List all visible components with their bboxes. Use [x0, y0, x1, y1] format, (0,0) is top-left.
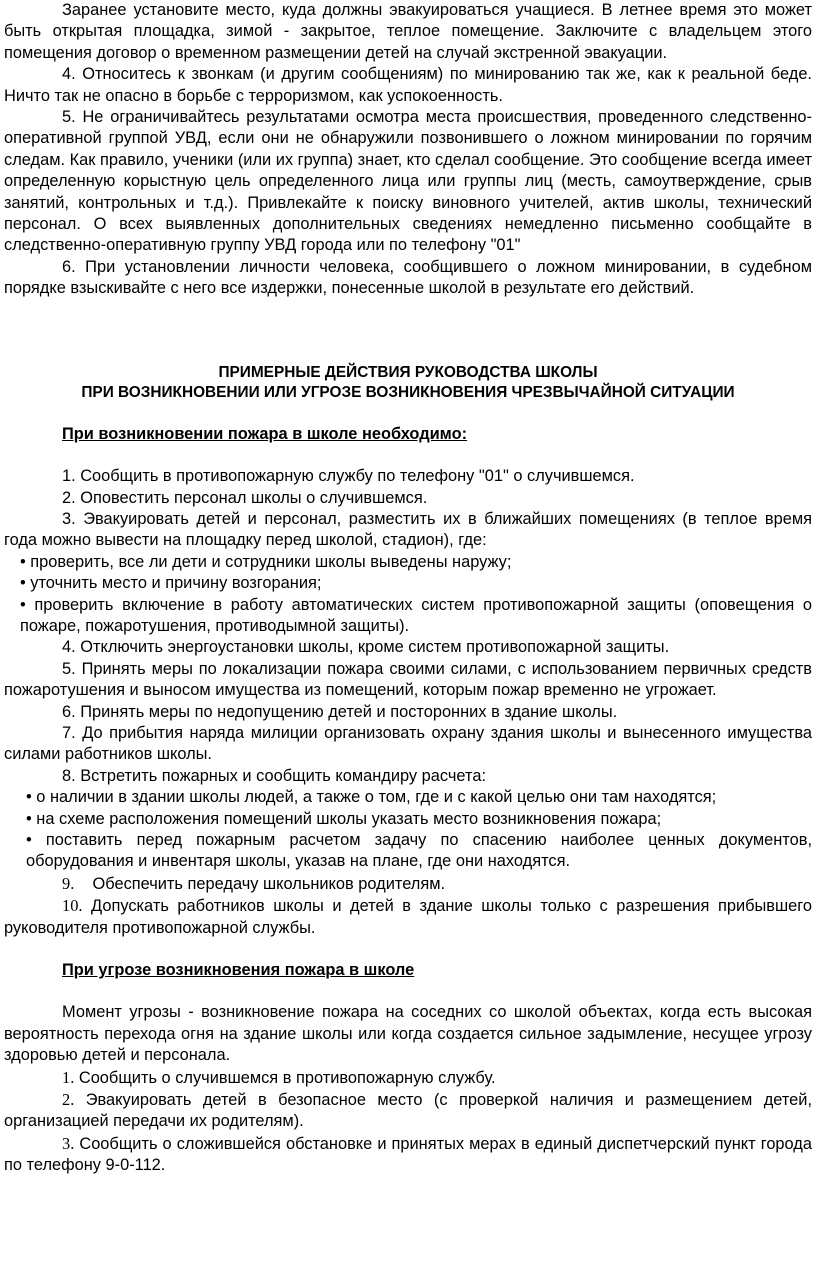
- paragraph-item-4: 4. Относитесь к звонкам (и другим сообщениям) по минированию так же, как к реальной беде. Ничто так не опасно в борьбе с терроризмом, как успокоенность.: [4, 65, 812, 105]
- fire-item-3-bullet-3: • проверить включение в работу автоматических систем противопожарной защиты (оповещения о пожаре, пожаротушения, противодымной защиты).: [20, 595, 812, 635]
- fire-item-3-bullet-1: • проверить, все ли дети и сотрудники школы выведены наружу;: [20, 552, 512, 571]
- spacer: [4, 342, 812, 363]
- fire-item-3: 3. Эвакуировать детей и персонал, разместить их в ближайших помещениях (в теплое время года можно вывести на площадку перед школой, стадион), где:: [4, 509, 812, 550]
- threat-item-1-text: Сообщить о случившемся в противопожарную службу.: [78, 1068, 496, 1087]
- fire-item-5: 5. Принять меры по локализации пожара своими силами, с использованием первичных средств пожаротушения и выносом имущества из помещений, которым пожар временно не угрожает.: [4, 659, 812, 700]
- threat-heading: При угрозе возникновения пожара в школе: [62, 961, 415, 980]
- fire-item-8-bullet-1: • о наличии в здании школы людей, а также о том, где и с какой целью они там находятся;: [26, 788, 717, 807]
- spacer: [4, 300, 812, 321]
- fire-heading: При возникновении пожара в школе необходимо:: [62, 424, 468, 443]
- fire-item-10: [4, 895, 812, 939]
- fire-item-10-number: 10.: [62, 896, 83, 916]
- threat-item-2-number: 2.: [62, 1090, 75, 1110]
- fire-item-7: 7. До прибытия наряда милиции организовать охрану здания школы и вынесенного имущества силами работников школы.: [4, 723, 812, 764]
- section-title-line1: ПРИМЕРНЫЕ ДЕЙСТВИЯ РУКОВОДСТВА ШКОЛЫ: [218, 363, 598, 381]
- spacer: [4, 445, 812, 466]
- spacer: [4, 981, 812, 1002]
- fire-item-6: 6. Принять меры по недопущению детей и посторонних в здание школы.: [62, 702, 618, 721]
- fire-item-8-bullet-3: • поставить перед пожарным расчетом задачу по спасению наиболее ценных документов, оборудования и инвентаря школы, указав на плане, где они находятся.: [26, 831, 812, 871]
- threat-item-3: [4, 1133, 812, 1177]
- fire-item-8-bullet-2: • на схеме расположения помещений школы указать место возникновения пожара;: [26, 809, 662, 828]
- spacer: [4, 939, 812, 960]
- paragraph-item-6: 6. При установлении личности человека, сообщившего о ложном минировании, в судебном порядке взыскивайте с него все издержки, понесенные школой в результате его действий.: [4, 257, 812, 298]
- fire-item-3-bullet-2: • уточнить место и причину возгорания;: [20, 574, 322, 593]
- paragraph-item-5: 5. Не ограничивайтесь результатами осмотра места происшествия, проведенного следственно-оперативной группой УВД, если они не обнаружили позвонившего о ложном минировании по горячим следам. Как правило, ученики (или их группа) знает, кто сделал сообщение. Это сообщение всегда имеет определенную корыстную цель определенного лица или группы лиц (месть, самоутверждение, срыв занятий, контрольных и т.д.). Привлекайте к поиску виновного учителей, актив школы, технический персонал. О всех выявленных дополнительных сведениях немедленно письменно сообщайте в следственно-оперативную группу УВД города или по телефону "01": [4, 108, 812, 255]
- fire-item-4: 4. Отключить энергоустановки школы, кроме систем противопожарной защиты.: [62, 638, 670, 657]
- threat-item-2-text: Эвакуировать детей в безопасное место (с проверкой наличия и размещением детей, организацией передачи их родителям).: [4, 1091, 813, 1131]
- fire-item-10-text: Допускать работников школы и детей в здание школы только с разрешения прибывшего руководителя противопожарной службы.: [4, 897, 812, 937]
- threat-item-3-number: 3.: [62, 1133, 75, 1153]
- spacer: [4, 321, 812, 342]
- threat-item-1: [4, 1067, 812, 1089]
- fire-item-8: 8. Встретить пожарных и сообщить командиру расчета:: [62, 766, 486, 785]
- fire-item-9: [4, 873, 812, 895]
- threat-item-1-number: 1.: [62, 1067, 75, 1087]
- section-title-line2: ПРИ ВОЗНИКНОВЕНИИ ИЛИ УГРОЗЕ ВОЗНИКНОВЕНИЯ ЧРЕЗВЫЧАЙНОЙ СИТУАЦИИ: [81, 383, 735, 401]
- threat-item-3-text: Сообщить о сложившейся обстановке и принятых мерах в единый диспетчерский пункт города по телефону 9-0-112.: [4, 1134, 812, 1175]
- fire-item-2: 2. Оповестить персонал школы о случившемся.: [62, 488, 428, 507]
- fire-item-9-text: Обеспечить передачу школьников родителям.: [92, 874, 446, 893]
- threat-intro: Момент угрозы - возникновение пожара на соседних со школой объектах, когда есть высокая вероятность перехода огня на здание школы или когда создается сильное задымление, несущее угрозу здоровью детей и персонала.: [4, 1003, 812, 1065]
- spacer: [4, 403, 812, 424]
- fire-item-1: 1. Сообщить в противопожарную службу по телефону "01" о случившемся.: [62, 467, 635, 486]
- threat-item-2: [4, 1089, 812, 1133]
- fire-item-9-number: 9.: [62, 873, 75, 893]
- paragraph-evacuation-place: Заранее установите место, куда должны эвакуироваться учащиеся. В летнее время это может быть открытая площадка, зимой - закрытое, теплое помещение. Заключите с владельцем этого помещения договор о временном размещении детей на случай экстренной эвакуации.: [4, 1, 812, 62]
